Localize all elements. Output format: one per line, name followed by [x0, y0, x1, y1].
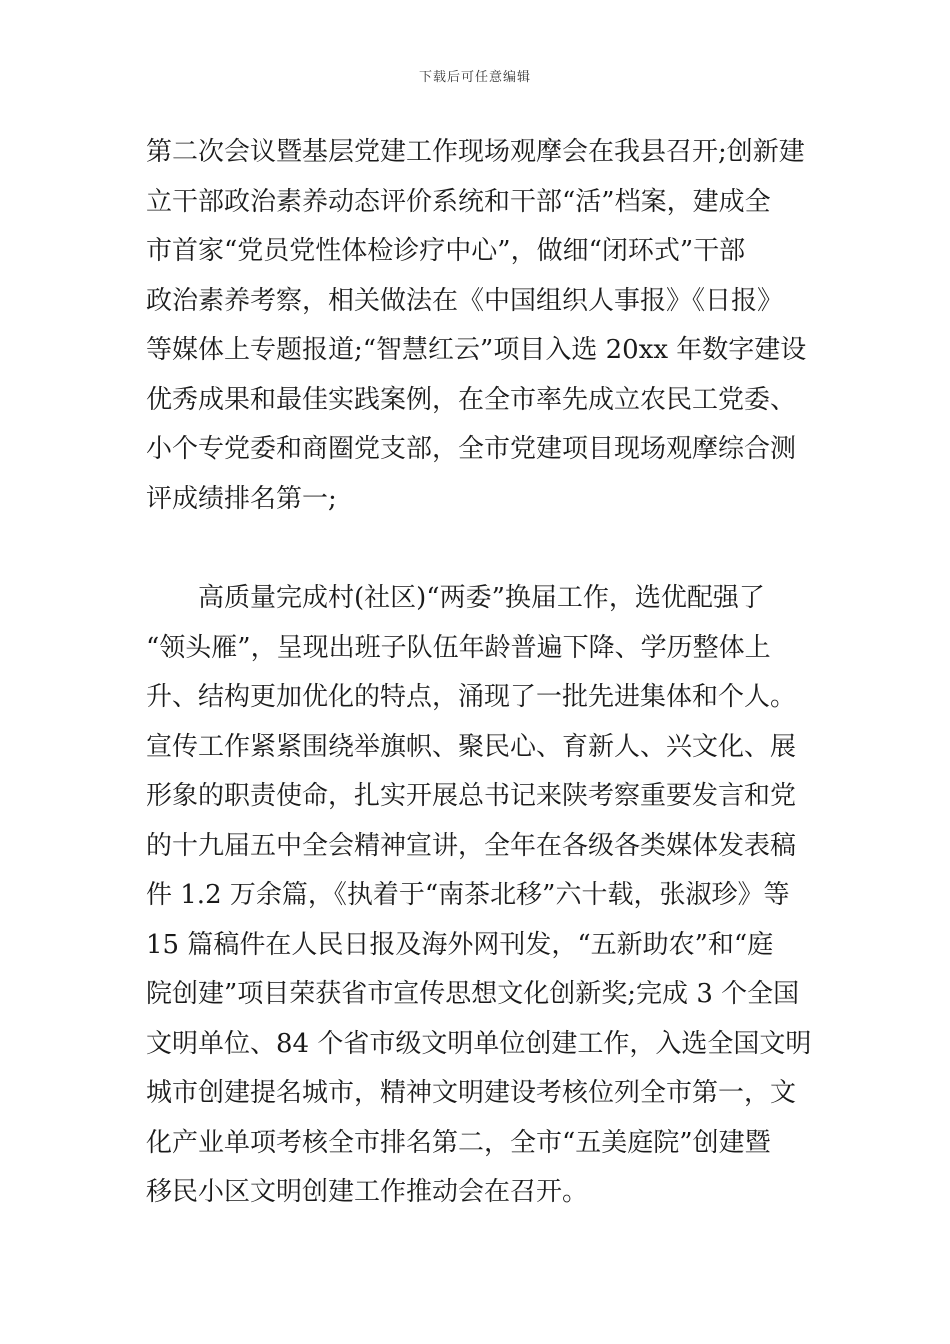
- text-line: 的十九届五中全会精神宣讲，全年在各级各类媒体发表稿: [146, 830, 797, 861]
- text-line: 优秀成果和最佳实践案例，在全市率先成立农民工党委、: [146, 384, 797, 415]
- document-body: [146, 128, 812, 1218]
- text-line: 院创建”项目荣获省市宣传思想文化创新奖;完成 3 个全国: [146, 979, 800, 1009]
- text-line: 市首家“党员党性体检诊疗中心”，做细“闭环式”干部: [146, 236, 746, 266]
- text-line: 移民小区文明创建工作推动会在召开。: [146, 1177, 589, 1207]
- text-line-indented: 高质量完成村(社区)“两委”换届工作，选优配强了: [198, 583, 765, 613]
- text-line: “领头雁”，呈现出班子队伍年龄普遍下降、学历整体上: [146, 632, 771, 663]
- text-line: 第二次会议暨基层党建工作现场观摩会在我县召开;创新建: [146, 137, 805, 167]
- page-header-note: 下载后可任意编辑: [418, 70, 531, 85]
- text-line: 立干部政治素养动态评价系统和干部“活”档案，建成全: [146, 186, 771, 217]
- text-line: 化产业单项考核全市排名第二，全市“五美庭院”创建暨: [146, 1127, 771, 1158]
- text-line: 宣传工作紧紧围绕举旗帜、聚民心、育新人、兴文化、展: [146, 731, 797, 762]
- paragraph-spacer: [146, 524, 808, 574]
- text-line: 15 篇稿件在人民日报及海外网刊发，“五新助农”和“庭: [146, 929, 774, 960]
- text-line: 小个专党委和商圈党支部，全市党建项目现场观摩综合测: [146, 434, 797, 464]
- paragraph-1: [146, 128, 808, 524]
- text-line: 形象的职责使命，扎实开展总书记来陕考察重要发言和党: [146, 781, 797, 811]
- text-line: 升、结构更加优化的特点，涌现了一批先进集体和个人。: [146, 682, 797, 712]
- text-line: 文明单位、84 个省市级文明单位创建工作，入选全国文明: [146, 1028, 812, 1059]
- text-line: 政治素养考察，相关做法在《中国组织人事报》《日报》: [146, 285, 784, 316]
- text-line: 评成绩排名第一;: [146, 483, 337, 514]
- paragraph-2: [146, 574, 812, 1218]
- text-line: 城市创建提名城市，精神文明建设考核位列全市第一，文: [146, 1078, 797, 1108]
- text-line: 等媒体上专题报道;“智慧红云”项目入选 20xx 年数字建设: [146, 335, 807, 365]
- text-line: 件 1.2 万余篇，《执着于“南茶北移”六十载，张淑珍》等: [146, 880, 790, 910]
